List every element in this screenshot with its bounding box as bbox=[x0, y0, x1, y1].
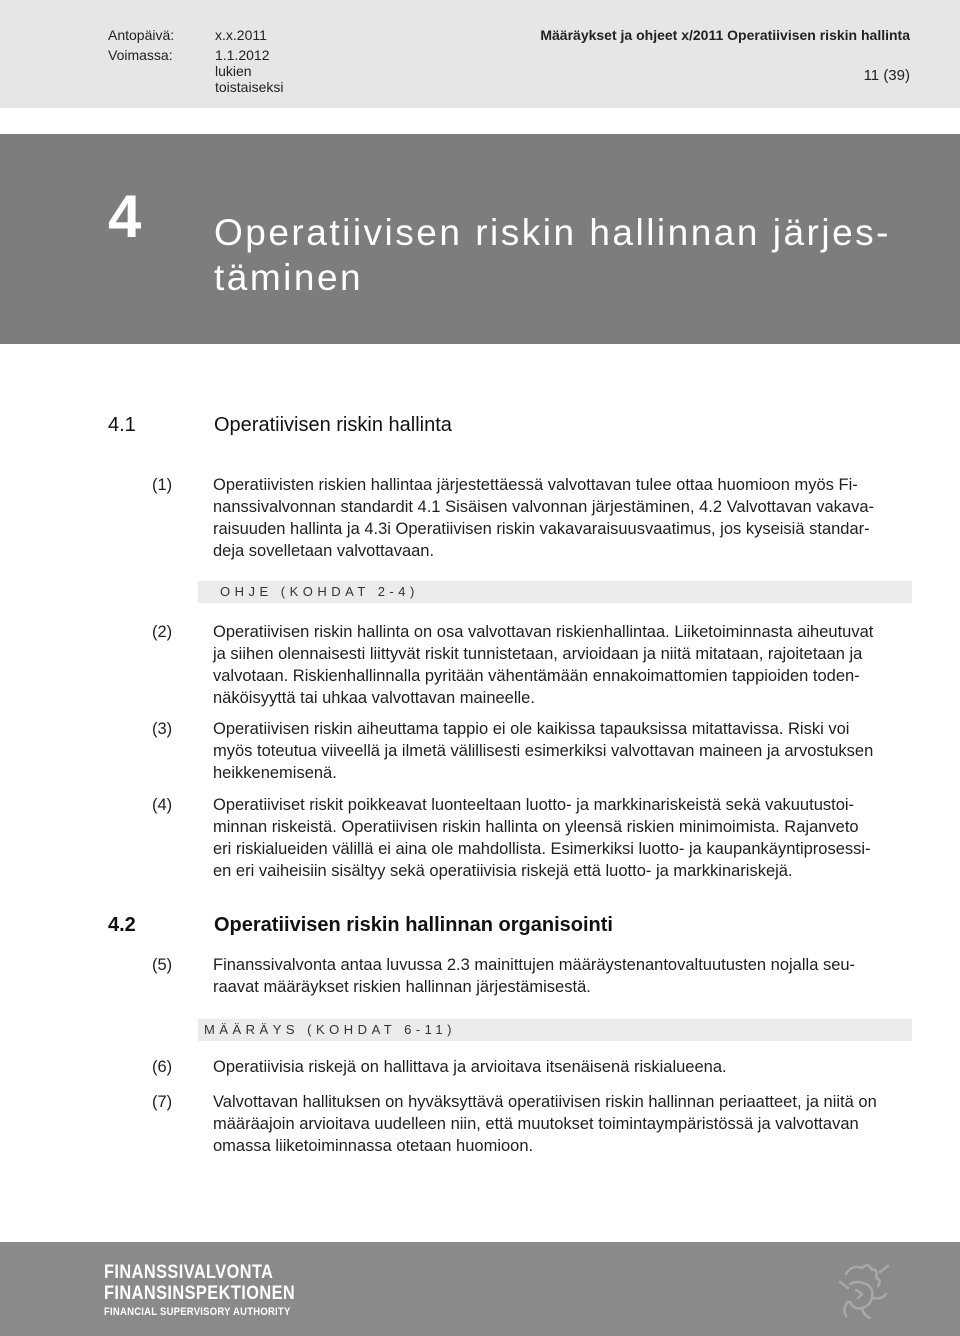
logo-text-sv: FINANSINSPEKTIONEN bbox=[104, 1283, 296, 1304]
text-line: määräajoin arvioitava uudelleen niin, että muutokset toimintaympäristössä ja valvottavan bbox=[213, 1115, 859, 1133]
text-line: nanssivalvonnan standardit 4.1 Sisäisen valvonnan järjestäminen, 4.2 Valvottavan vakava- bbox=[213, 498, 875, 516]
paragraph-text bbox=[213, 1056, 911, 1078]
text-line: raisuuden hallinta ja 4.3i Operatiivisen riskin vakavaraisuusvaatimus, jos kyseisiä standar- bbox=[213, 520, 870, 538]
page-number: 11 (39) bbox=[863, 67, 910, 84]
text-line: valvotaan. Riskienhallinnalla pyritään vähentämään ennakoimattomien tappioiden toden- bbox=[213, 667, 860, 685]
paragraph-text bbox=[213, 1091, 911, 1157]
text-line: Valvottavan hallituksen on hyväksyttävä operatiivisen riskin hallinnan periaatteet, ja niitä on bbox=[213, 1093, 877, 1111]
text-line: Operatiivisten riskien hallintaa järjestettäessä valvottavan tulee ottaa huomioon myös Fi- bbox=[213, 476, 858, 494]
guideline-band bbox=[198, 581, 912, 603]
text-line: Operatiivisia riskejä on hallittava ja arvioitava itsenäisenä riskialueena. bbox=[213, 1058, 727, 1076]
chapter-title-line: täminen bbox=[214, 257, 364, 298]
antopaiva-value: x.x.2011 bbox=[215, 27, 267, 43]
chapter-title bbox=[214, 210, 894, 300]
paragraph-text bbox=[213, 621, 911, 709]
text-line: näköisyyttä tai uhkaa valvottavan maineelle. bbox=[213, 689, 535, 707]
paragraph-text bbox=[213, 474, 911, 562]
section-number: 4.2 bbox=[108, 914, 136, 936]
paragraph-text bbox=[213, 718, 911, 784]
page-header bbox=[0, 0, 960, 108]
paragraph-text bbox=[213, 954, 911, 998]
paragraph-number: (2) bbox=[152, 623, 173, 641]
regulation-band-label: MÄÄRÄYS (KOHDAT 6-11) bbox=[204, 1022, 456, 1037]
paragraph-number: (5) bbox=[152, 956, 173, 974]
text-line: Operatiivisen riskin hallinta on osa valvottavan riskienhallintaa. Liiketoiminnasta aiheutuvat bbox=[213, 623, 874, 641]
regulation-band bbox=[198, 1019, 912, 1041]
paragraph-number: (7) bbox=[152, 1093, 173, 1111]
voimassa-value: 1.1.2012 lukien toistaiseksi bbox=[215, 47, 284, 95]
voimassa-label: Voimassa: bbox=[108, 47, 173, 63]
text-line: omassa liiketoiminnassa otetaan huomioon. bbox=[213, 1137, 534, 1155]
paragraph-number: (6) bbox=[152, 1058, 173, 1076]
text-line: eri riskialueiden välillä ei aina ole mahdollista. Esimerkiksi luotto- ja kaupankäyntiprosessi- bbox=[213, 840, 871, 858]
antopaiva-label: Antopäivä: bbox=[108, 27, 175, 43]
text-line: deja sovelletaan valvottavaan. bbox=[213, 542, 435, 560]
text-line: en eri vaiheisiin sisältyy sekä operatiivisia riskejä että luotto- ja markkinariskejä. bbox=[213, 862, 793, 880]
logo-text-fi: FINANSSIVALVONTA bbox=[104, 1262, 274, 1283]
text-line: ja siihen olennaisesti liittyvät riskit tunnistetaan, arvioidaan ja niitä mitataan, rajoitetaan ja bbox=[213, 645, 863, 663]
text-line: raavat määräykset riskien hallinnan järjestämisestä. bbox=[213, 978, 591, 996]
chapter-banner bbox=[0, 134, 960, 344]
text-line: heikkenemisenä. bbox=[213, 764, 337, 782]
paragraph-number: (1) bbox=[152, 476, 173, 494]
text-line: Finanssivalvonta antaa luvussa 2.3 mainittujen määräystenantovaltuutusten nojalla seu- bbox=[213, 956, 856, 974]
chapter-number: 4 bbox=[108, 183, 142, 250]
text-line: myös toteutua viiveellä ja ilmetä välillisesti esimerkiksi valvottavan maineen ja arvostuksen bbox=[213, 742, 874, 760]
section-number: 4.1 bbox=[108, 414, 136, 436]
logo-text-en: FINANCIAL SUPERVISORY AUTHORITY bbox=[104, 1306, 291, 1318]
guideline-band-label: OHJE (KOHDAT 2-4) bbox=[220, 584, 419, 599]
paragraph-number: (3) bbox=[152, 720, 173, 738]
paragraph-text bbox=[213, 794, 911, 882]
section-title: Operatiivisen riskin hallinnan organisointi bbox=[214, 914, 613, 936]
paragraph-number: (4) bbox=[152, 796, 173, 814]
text-line: Operatiiviset riskit poikkeavat luonteeltaan luotto- ja markkinariskeistä sekä vakuutustoi- bbox=[213, 796, 855, 814]
section-title: Operatiivisen riskin hallinta bbox=[214, 414, 452, 436]
document-title: Määräykset ja ohjeet x/2011 Operatiivisen riskin hallinta bbox=[540, 27, 910, 43]
text-line: minnan riskeistä. Operatiivisen riskin hallinta on yleensä riskien minimoimista. Rajanveto bbox=[213, 818, 859, 836]
page-footer bbox=[0, 1242, 960, 1336]
chapter-title-line: Operatiivisen riskin hallinnan järjes- bbox=[214, 212, 891, 253]
lion-emblem-icon bbox=[828, 1254, 900, 1326]
text-line: Operatiivisen riskin aiheuttama tappio ei ole kaikissa tapauksissa mitattavissa. Riski voi bbox=[213, 720, 850, 738]
